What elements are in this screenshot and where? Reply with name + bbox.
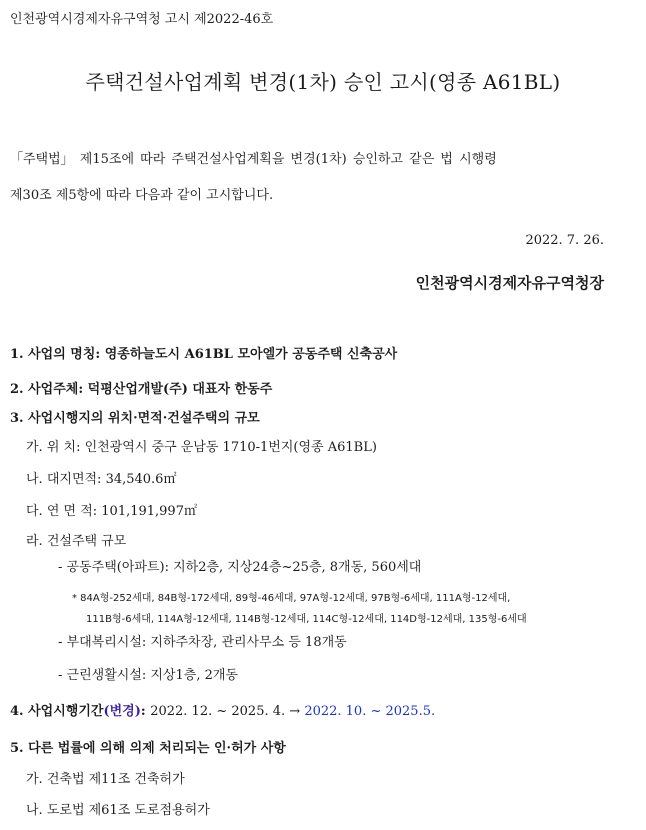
section-3-heading: 3. 사업시행지의 위치·면적·건설주택의 규모 (10, 411, 260, 426)
section-4-changed-label: (변경) (103, 704, 141, 719)
section-1-label: 1. 사업의 명칭: (10, 347, 105, 362)
section-5-road-permit: 나. 도로법 제61조 도로점용허가 (26, 803, 210, 818)
section-2-label: 2. 사업주체: (10, 382, 88, 397)
section-1-value: 영종하늘도시 A61BL 모아엘가 공동주택 신축공사 (104, 347, 398, 362)
unit-types-line-2: 111B형-6세대, 114A형-12세대, 114B형-12세대, 114C형-12세대, 114D형-12세대, 135형-6세대 (86, 614, 527, 625)
apartment-summary: - 공동주택(아파트): 지하2층, 지상24층~25층, 8개동, 560세대 (58, 560, 422, 575)
intro-line-2: 제30조 제5항에 따라 다음과 같이 고시합니다. (10, 188, 274, 203)
intro-line-1: 「주택법」 제15조에 따라 주택건설사업계획을 변경(1차) 승인하고 같은 법 시행령 (10, 152, 497, 167)
notice-number: 인천광역시경제자유구역청 고시 제2022-46호 (10, 12, 274, 27)
section-5-building-permit: 가. 건축법 제11조 건축허가 (26, 772, 185, 787)
section-3-floor-area: 다. 연 면 적: 101,191,997㎡ (26, 504, 197, 519)
issuer-name: 인천광역시경제자유구역청장 (415, 274, 604, 292)
arrow-icon: → (285, 704, 305, 719)
welfare-facilities: - 부대복리시설: 지하주차장, 관리사무소 등 18개동 (58, 635, 347, 650)
section-4-old-period: 2022. 12. ~ 2025. 4. (150, 704, 286, 719)
document-title: 주택건설사업계획 변경(1차) 승인 고시(영종 A61BL) (85, 70, 561, 94)
section-1-project-name (10, 343, 397, 362)
retail-facilities: - 근린생활시설: 지상1층, 2개동 (58, 668, 238, 683)
section-2-developer (10, 378, 272, 397)
section-3-site-area: 나. 대지면적: 34,540.6㎡ (26, 472, 177, 487)
unit-types-line-1: * 84A형-252세대, 84B형-172세대, 89형-46세대, 97A형-12세대, 97B형-6세대, 111A형-12세대, (72, 593, 511, 604)
section-5-heading: 5. 다른 법률에 의해 의제 처리되는 인·허가 사항 (10, 741, 286, 756)
section-4-label: 4. 사업시행기간 (10, 704, 104, 719)
section-4-colon: : (140, 704, 151, 719)
section-4-period (10, 700, 435, 719)
section-2-value: 덕평산업개발(주) 대표자 한동주 (87, 382, 273, 397)
section-3-location: 가. 위 치: 인천광역시 중구 운남동 1710-1번지(영종 A61BL) (26, 440, 377, 455)
section-3-housing-scale: 라. 건설주택 규모 (26, 534, 127, 549)
notice-date: 2022. 7. 26. (525, 233, 604, 248)
section-4-new-period: 2022. 10. ~ 2025.5. (304, 704, 436, 719)
